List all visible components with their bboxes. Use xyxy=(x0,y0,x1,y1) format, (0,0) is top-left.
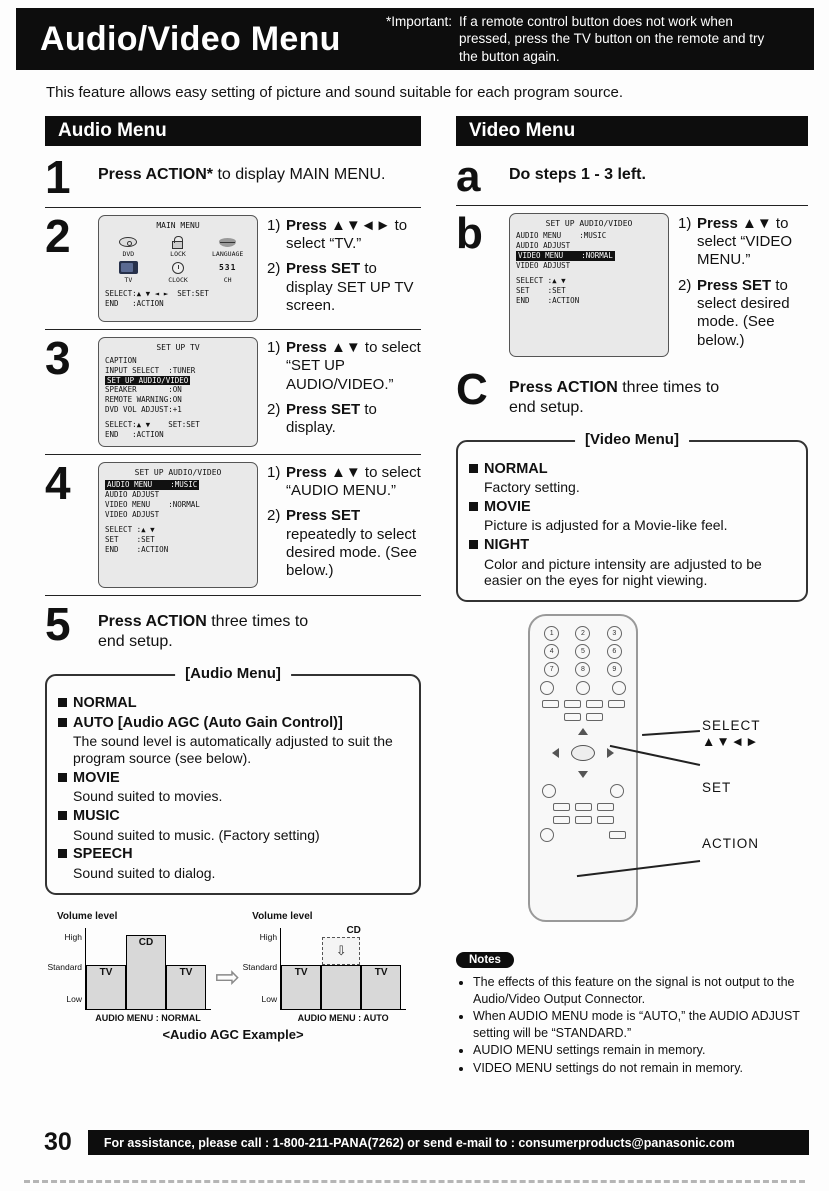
mode-description: Factory setting. xyxy=(484,479,580,496)
mode-description: Picture is adjusted for a Movie-like feel. xyxy=(484,517,728,534)
instruction-number: 2) xyxy=(267,260,281,278)
icon-label: CH xyxy=(223,275,232,284)
divider xyxy=(45,207,421,208)
screen-footer: SET :SET xyxy=(105,534,155,544)
video-menu-section xyxy=(456,116,808,1077)
screen-line: DVD VOL ADJUST:+1 xyxy=(105,405,182,415)
instruction xyxy=(267,260,421,315)
page-title: Audio/Video Menu xyxy=(40,19,341,58)
remote-small-button xyxy=(597,803,614,811)
bar-tv xyxy=(86,965,126,1009)
square-bullet-icon xyxy=(469,502,478,511)
page-footer xyxy=(0,1128,829,1157)
screen-line: VIDEO ADJUST xyxy=(105,510,160,520)
screen-line: REMOTE WARNING:ON xyxy=(105,395,182,405)
bar-cd-ghost-dashed xyxy=(322,924,361,965)
instruction-rest: to select “SET UP AUDIO/VIDEO.” xyxy=(286,339,421,393)
video-step-b xyxy=(456,208,808,357)
video-menu-heading: Video Menu xyxy=(456,116,808,146)
step-text xyxy=(509,369,744,418)
video-menu-modes-box xyxy=(456,430,808,602)
bar-label: CD xyxy=(138,936,154,948)
digit-buttons xyxy=(540,626,626,677)
mode-heading xyxy=(58,695,408,712)
screen-line-highlighted: SET UP AUDIO/VIDEO xyxy=(107,375,189,385)
mode-name: MUSIC xyxy=(73,808,120,825)
digit-button: 4 xyxy=(544,644,559,659)
remote-small-button xyxy=(586,713,603,721)
remote-small-button xyxy=(553,803,570,811)
bar-label: TV xyxy=(374,966,388,978)
digit-button: 9 xyxy=(607,662,622,677)
audio-step-2 xyxy=(45,209,421,322)
icon-label: LOCK xyxy=(170,250,186,259)
bar-tv xyxy=(281,965,321,1009)
instruction-rest: to select “TV.” xyxy=(286,216,408,252)
remote-round-button xyxy=(610,784,624,798)
screen-title: SET UP TV xyxy=(156,343,200,353)
right-open-arrow-icon: ⇨ xyxy=(215,960,241,994)
instruction-rest: to display SET UP TV screen. xyxy=(286,260,414,314)
instruction-text xyxy=(286,464,421,501)
channel-digits-icon: 531 xyxy=(218,262,237,272)
y-tick: Standard xyxy=(242,961,278,972)
step-number: C xyxy=(456,364,488,414)
screen-line: VIDEO MENU :NORMAL xyxy=(105,500,200,510)
screen-line-highlighted: VIDEO MENU :NORMAL xyxy=(518,251,613,261)
mode-description: Sound suited to music. (Factory setting) xyxy=(73,826,320,843)
instruction-text xyxy=(286,260,421,315)
y-tick: High xyxy=(64,931,82,942)
setup-av-screen-video xyxy=(509,213,669,357)
bars xyxy=(281,924,406,1010)
step-number: 5 xyxy=(45,597,71,650)
instruction xyxy=(678,215,808,270)
digit-button: 7 xyxy=(544,662,559,677)
action-button xyxy=(542,784,556,798)
remote-button-row xyxy=(540,803,626,811)
instruction-text xyxy=(286,217,421,254)
step-text-rest: three times to end setup. xyxy=(509,378,720,416)
main-menu-item-tv-selected xyxy=(105,260,152,285)
right-arrow-button-icon xyxy=(607,748,614,758)
icon-label: DVD xyxy=(122,250,135,259)
icon-label: TV xyxy=(124,275,133,284)
set-button xyxy=(571,745,595,761)
audio-menu-heading: Audio Menu xyxy=(45,116,421,146)
main-menu-item-lock xyxy=(155,234,202,259)
note-item: • AUDIO MENU settings remain in memory. xyxy=(473,1042,808,1059)
screen-title: SET UP AUDIO/VIDEO xyxy=(545,218,633,228)
instruction-bold: Press ▲▼ xyxy=(286,463,361,481)
remote-small-button xyxy=(575,803,592,811)
mode-heading xyxy=(469,499,795,516)
remote-button-row xyxy=(540,816,626,824)
icon-label: LANGUAGE xyxy=(212,250,244,259)
instruction-bold: Press SET xyxy=(697,276,772,294)
page-number: 30 xyxy=(44,1128,72,1156)
screen-footer: SET :SET xyxy=(516,285,566,295)
instruction xyxy=(267,401,421,438)
lips-language-icon xyxy=(204,234,251,250)
dvd-disc-icon xyxy=(105,234,152,250)
chart-caption: AUDIO MENU : NORMAL xyxy=(95,1012,201,1023)
instruction-number: 1) xyxy=(267,463,281,481)
instruction-bold: Press ▲▼ xyxy=(286,339,361,357)
instruction-rest: to select desired mode. (See below.) xyxy=(697,276,790,349)
page-header xyxy=(16,8,814,70)
screen-line: AUDIO ADJUST xyxy=(105,490,160,500)
instruction-number: 2) xyxy=(267,507,281,525)
main-menu-item-language xyxy=(204,234,251,259)
instruction-number: 1) xyxy=(678,214,692,232)
screen-line: CAPTION xyxy=(105,355,137,365)
mode-heading xyxy=(469,461,795,478)
box-title: [Video Menu] xyxy=(575,431,689,448)
video-step-c xyxy=(456,364,808,418)
mode-name: NIGHT xyxy=(484,537,530,554)
bar-label: CD xyxy=(346,924,361,936)
select-callout-line xyxy=(642,730,700,736)
down-arrow-icon: ⇩ xyxy=(335,942,347,958)
instruction-bold: Press SET xyxy=(286,507,361,525)
notes-list xyxy=(458,974,808,1076)
mode-name: AUTO [Audio AGC (Auto Gain Control)] xyxy=(73,715,343,732)
instruction-number: 2) xyxy=(267,401,281,419)
setup-tv-screen xyxy=(98,337,258,447)
screen-footer: END :ACTION xyxy=(105,299,164,309)
square-bullet-icon xyxy=(469,540,478,549)
step-text-rest: to display MAIN MENU. xyxy=(213,166,386,183)
mode-name: NORMAL xyxy=(73,694,137,711)
screen-title: SET UP AUDIO/VIDEO xyxy=(134,467,222,477)
remote-button-row xyxy=(540,784,626,798)
bar-cd-slot xyxy=(321,924,361,1009)
main-menu-item-clock xyxy=(155,260,202,285)
screen-footer: SELECT :▲ ▼ xyxy=(516,275,566,285)
note-item: • When AUDIO MENU mode is “AUTO,” the AUDIO ADJUST setting will be “STANDARD.” xyxy=(473,1008,808,1041)
screen-line-highlighted: AUDIO MENU :MUSIC xyxy=(107,480,198,490)
step-instructions xyxy=(678,213,808,357)
down-arrow-button-icon xyxy=(578,771,588,778)
mode-name: MOVIE xyxy=(484,499,531,516)
assistance-bar: For assistance, please call : 1-800-211-PANA(7262) or send e-mail to : consumerproducts@panasonic.com xyxy=(88,1130,809,1155)
instruction xyxy=(267,464,421,501)
mode-description: Sound suited to dialog. xyxy=(73,864,216,881)
audio-step-5 xyxy=(45,597,421,652)
square-bullet-icon xyxy=(58,698,67,707)
main-menu-item-ch xyxy=(204,260,251,285)
instruction xyxy=(267,339,421,394)
square-bullet-icon xyxy=(58,773,67,782)
remote-button-row xyxy=(540,681,626,695)
mode-heading xyxy=(58,715,408,732)
step-text-rest: three times to end setup. xyxy=(98,612,309,650)
instruction-text xyxy=(286,401,421,438)
audio-step-4 xyxy=(45,456,421,588)
instruction-rest: to select “AUDIO MENU.” xyxy=(286,463,421,500)
remote-small-button xyxy=(609,831,626,839)
bars xyxy=(86,924,211,1010)
note-item: • VIDEO MENU settings do not remain in memory. xyxy=(473,1060,808,1077)
remote-small-button xyxy=(564,713,581,721)
instruction-bold: Press ▲▼ xyxy=(697,214,772,232)
action-label: ACTION xyxy=(702,836,760,852)
screen-line: SPEAKER :ON xyxy=(105,385,182,395)
instruction-rest: to display. xyxy=(286,401,377,437)
remote-round-button xyxy=(540,828,554,842)
bar-label: TV xyxy=(294,966,308,978)
set-label: SET xyxy=(702,780,732,796)
step-number: 4 xyxy=(45,456,71,509)
left-arrow-button-icon xyxy=(552,748,559,758)
instruction xyxy=(678,277,808,350)
main-menu-icon-grid xyxy=(105,234,251,284)
chart-plot xyxy=(240,924,410,1010)
set-callout xyxy=(702,780,731,796)
step-number: b xyxy=(456,208,483,258)
chart-title: Volume level xyxy=(252,910,313,922)
screen-footer: SELECT :▲ ▼ xyxy=(105,524,155,534)
screen-footer: END :ACTION xyxy=(516,295,580,305)
screen-line: VIDEO ADJUST xyxy=(516,261,571,271)
instruction-number: 1) xyxy=(267,339,281,357)
remote-small-button xyxy=(597,816,614,824)
mode-name: NORMAL xyxy=(484,460,548,477)
square-bullet-icon xyxy=(58,811,67,820)
remote-button-row xyxy=(540,700,626,708)
mode-description: The sound level is automatically adjusted to suit the program source (see below). xyxy=(73,733,393,767)
digit-button: 3 xyxy=(607,626,622,641)
divider xyxy=(45,595,421,596)
instruction xyxy=(267,217,421,254)
step-number: a xyxy=(456,152,481,201)
notes-block xyxy=(456,950,808,1076)
important-note xyxy=(386,13,806,65)
instruction-rest: to select “VIDEO MENU.” xyxy=(697,214,793,269)
important-text: If a remote control button does not work when pressed, press the TV button on the remote and try the button again. xyxy=(459,14,765,64)
instruction-text xyxy=(286,507,421,580)
bar-label: TV xyxy=(99,966,113,978)
instruction-number: 1) xyxy=(267,216,281,234)
step-number: 3 xyxy=(45,332,71,385)
important-label: *Important: xyxy=(386,14,453,30)
divider xyxy=(45,329,421,330)
step-instructions xyxy=(267,462,421,588)
remote-round-button xyxy=(612,681,626,695)
agc-chart-auto xyxy=(240,911,410,1023)
instruction-text xyxy=(697,215,808,270)
navigation-cluster xyxy=(552,728,614,778)
up-arrow-button-icon xyxy=(578,728,588,735)
step-text-bold: Do steps 1 - 3 left. xyxy=(509,166,646,183)
instruction-text xyxy=(286,339,421,394)
instruction-text xyxy=(697,277,808,350)
screen-footer: END :ACTION xyxy=(105,544,169,554)
screen-line: AUDIO ADJUST xyxy=(516,241,571,251)
instruction-rest: repeatedly to select desired mode. (See below.) xyxy=(286,525,417,580)
intro-text: This feature allows easy setting of picture and sound suitable for each program source. xyxy=(46,84,623,101)
remote-control-illustration xyxy=(456,614,808,932)
instruction-bold: Press SET xyxy=(286,260,361,278)
mode-name: MOVIE xyxy=(73,770,120,786)
step-text-bold: Press ACTION xyxy=(98,612,207,630)
audio-menu-modes-box xyxy=(45,664,421,895)
mode-heading xyxy=(469,537,795,554)
y-tick: High xyxy=(259,931,278,942)
audio-menu-section xyxy=(45,116,421,1042)
bar-cd xyxy=(126,935,166,1009)
step-text xyxy=(98,603,333,652)
remote-button-row xyxy=(540,713,626,721)
digit-button: 6 xyxy=(607,644,622,659)
agc-chart-normal xyxy=(45,911,215,1023)
digit-button: 8 xyxy=(575,662,590,677)
step-instructions xyxy=(267,215,421,322)
instruction xyxy=(267,507,421,580)
remote-small-button xyxy=(564,700,581,708)
scan-artifact-line xyxy=(24,1180,805,1183)
select-label: SELECT xyxy=(702,718,761,734)
step-number: 2 xyxy=(45,209,71,262)
select-arrows-label: ▲▼◄► xyxy=(702,734,760,750)
bar-tv xyxy=(166,965,206,1009)
screen-footer: SELECT:▲ ▼ ◄ ► SET:SET xyxy=(105,289,209,299)
y-tick: Low xyxy=(261,993,278,1004)
remote-small-button xyxy=(553,816,570,824)
chart-title: Volume level xyxy=(57,910,118,922)
step-text xyxy=(509,156,646,198)
chart-plot xyxy=(45,924,215,1010)
remote-small-button xyxy=(586,700,603,708)
screen-footer: SELECT:▲ ▼ SET:SET xyxy=(105,420,200,430)
mode-name: SPEECH xyxy=(73,846,133,863)
notes-badge: Notes xyxy=(456,952,514,968)
y-tick: Standard xyxy=(47,961,82,972)
square-bullet-icon xyxy=(469,464,478,473)
square-bullet-icon xyxy=(58,849,67,858)
agc-charts-row xyxy=(45,911,421,1023)
remote-control-body xyxy=(528,614,638,922)
chart-caption: AUDIO MENU : AUTO xyxy=(297,1012,389,1023)
audio-step-1 xyxy=(45,151,421,203)
agc-example-caption: <Audio AGC Example> xyxy=(162,1026,304,1042)
mode-heading xyxy=(58,846,408,863)
step-text-bold: Press ACTION* xyxy=(98,166,213,183)
digit-button: 1 xyxy=(544,626,559,641)
y-tick: Low xyxy=(66,993,82,1004)
mode-heading xyxy=(58,770,408,787)
instruction-bold: Press SET xyxy=(286,401,361,419)
setup-av-screen xyxy=(98,462,258,588)
main-menu-item-dvd xyxy=(105,234,152,259)
screen-footer: END :ACTION xyxy=(105,429,164,439)
step-number: 1 xyxy=(45,151,71,203)
digit-button: 2 xyxy=(575,626,590,641)
digit-button: 5 xyxy=(575,644,590,659)
remote-round-button xyxy=(540,681,554,695)
video-step-a xyxy=(456,152,808,201)
mode-description: Sound suited to movies. xyxy=(73,788,223,805)
step-instructions xyxy=(267,337,421,447)
divider xyxy=(45,454,421,455)
bar-label: TV xyxy=(179,966,193,978)
divider xyxy=(456,205,808,206)
step-text xyxy=(98,156,385,200)
mode-description: Color and picture intensity are adjusted to be easier on the eyes for night viewing. xyxy=(484,555,762,589)
screen-line: INPUT SELECT :TUNER xyxy=(105,365,196,375)
select-callout xyxy=(702,718,761,750)
remote-small-button xyxy=(608,700,625,708)
mode-heading xyxy=(58,808,408,825)
bar-tv xyxy=(361,965,401,1009)
icon-label: CLOCK xyxy=(168,275,188,284)
remote-small-button xyxy=(575,816,592,824)
main-menu-screen xyxy=(98,215,258,322)
instruction-bold: Press ▲▼◄► xyxy=(286,216,391,234)
remote-round-button xyxy=(576,681,590,695)
note-item: • The effects of this feature on the signal is not output to the Audio/Video Output Connector. xyxy=(473,974,808,1007)
audio-step-3 xyxy=(45,332,421,447)
screen-line: AUDIO MENU :MUSIC xyxy=(516,231,607,241)
square-bullet-icon xyxy=(58,718,67,727)
box-title: [Audio Menu] xyxy=(175,665,291,682)
tv-icon xyxy=(105,260,152,276)
instruction-number: 2) xyxy=(678,276,692,294)
action-callout xyxy=(702,836,759,852)
remote-small-button xyxy=(542,700,559,708)
step-text-bold: Press ACTION xyxy=(509,378,618,396)
lock-icon xyxy=(155,234,202,250)
audio-agc-example xyxy=(45,911,421,1042)
remote-button-row xyxy=(540,828,626,842)
screen-title: MAIN MENU xyxy=(156,220,200,230)
clock-icon xyxy=(155,260,202,276)
bar-cd-reduced xyxy=(321,965,361,1009)
